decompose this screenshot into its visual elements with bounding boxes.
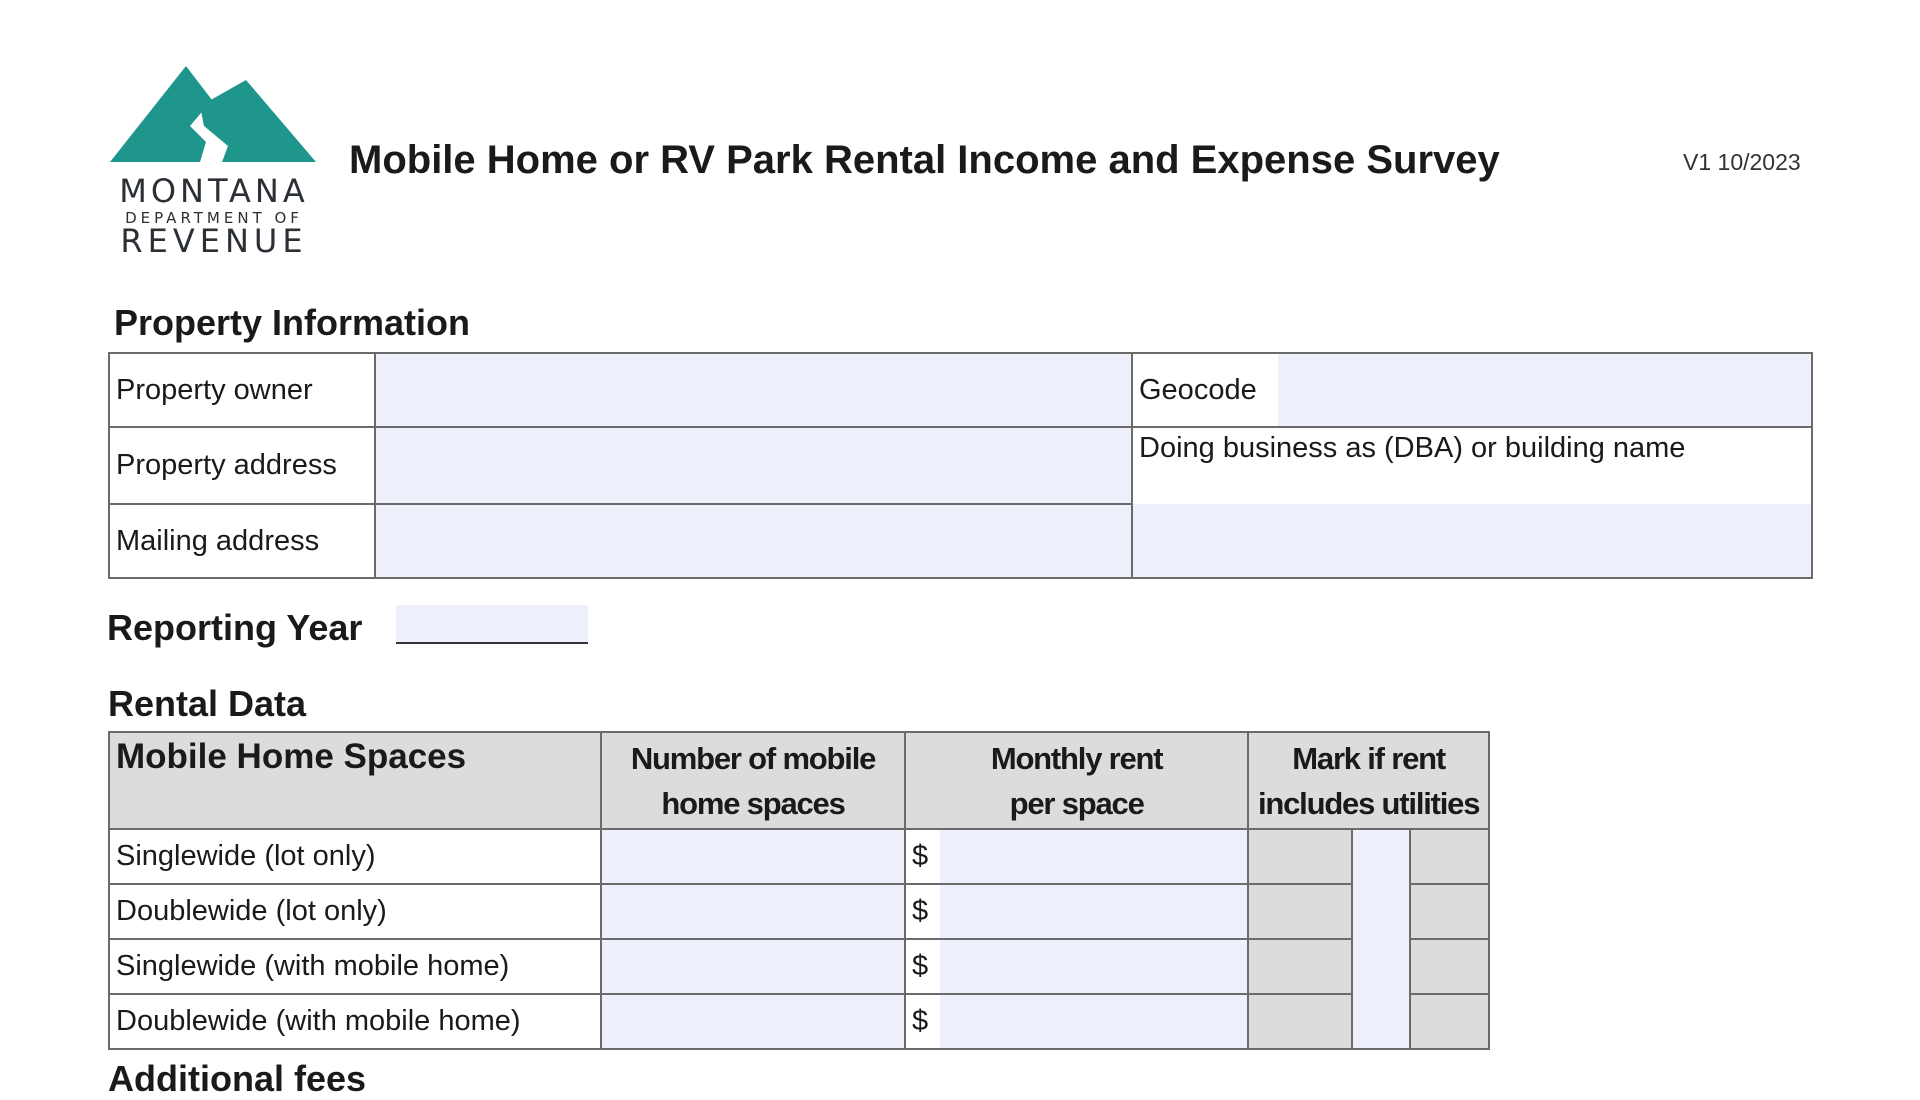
utilities-checkbox[interactable] (1352, 884, 1410, 939)
mailing-address-label: Mailing address (109, 504, 375, 578)
property-address-label: Property address (109, 427, 375, 504)
property-address-field[interactable] (375, 427, 1132, 504)
mobile-home-spaces-header: Mobile Home Spaces (109, 732, 601, 829)
property-information-heading: Property Information (114, 302, 471, 343)
header-line: includes utilities (1257, 785, 1480, 821)
utilities-checkbox[interactable] (1352, 829, 1410, 884)
geocode-label: Geocode (1132, 353, 1278, 427)
row-label: Doublewide (with mobile home) (109, 994, 601, 1049)
utilities-cell (1248, 939, 1352, 994)
property-owner-field[interactable] (375, 353, 1132, 427)
logo-montana: MONTANA (119, 172, 309, 210)
form-version: V1 10/2023 (1683, 149, 1801, 175)
utilities-header (1248, 732, 1489, 829)
monthly-rent-field[interactable] (940, 884, 1248, 939)
mountain-logo-icon (108, 62, 320, 174)
utilities-cell (1410, 829, 1489, 884)
header-line: Mark if rent (1292, 740, 1445, 776)
monthly-rent-header (905, 732, 1248, 829)
page-title: Mobile Home or RV Park Rental Income and Expense Survey (349, 138, 1500, 182)
monthly-rent-field[interactable] (940, 829, 1248, 884)
reporting-year-field[interactable] (396, 605, 588, 644)
number-of-spaces-header (601, 732, 905, 829)
montana-revenue-logo (108, 62, 320, 260)
row-label: Singlewide (lot only) (109, 829, 601, 884)
dba-field[interactable] (1132, 504, 1812, 578)
dollar-sign: $ (905, 939, 940, 994)
utilities-cell (1410, 939, 1489, 994)
row-label: Singlewide (with mobile home) (109, 939, 601, 994)
number-of-spaces-field[interactable] (601, 829, 905, 884)
table-row (109, 829, 1489, 884)
header-line: per space (1009, 785, 1144, 821)
mailing-address-field[interactable] (375, 504, 1132, 578)
table-row (109, 994, 1489, 1049)
property-information-table (108, 352, 1813, 579)
number-of-spaces-field[interactable] (601, 994, 905, 1049)
utilities-cell (1410, 994, 1489, 1049)
header-line: Number of mobile (630, 740, 876, 776)
row-label: Doublewide (lot only) (109, 884, 601, 939)
rental-data-heading: Rental Data (108, 683, 307, 724)
number-of-spaces-field[interactable] (601, 884, 905, 939)
geocode-field[interactable] (1278, 353, 1812, 427)
dollar-sign: $ (905, 829, 940, 884)
utilities-cell (1248, 829, 1352, 884)
utilities-checkbox[interactable] (1352, 994, 1410, 1049)
dollar-sign: $ (905, 884, 940, 939)
dollar-sign: $ (905, 994, 940, 1049)
additional-fees-heading: Additional fees (108, 1058, 367, 1099)
monthly-rent-field[interactable] (940, 939, 1248, 994)
header-line: home spaces (661, 785, 845, 821)
logo-department: DEPARTMENT OF (125, 209, 303, 227)
number-of-spaces-field[interactable] (601, 939, 905, 994)
utilities-checkbox[interactable] (1352, 939, 1410, 994)
table-row (109, 939, 1489, 994)
logo-revenue: REVENUE (120, 222, 308, 260)
utilities-cell (1248, 994, 1352, 1049)
utilities-cell (1248, 884, 1352, 939)
header-line: Monthly rent (990, 740, 1163, 776)
dba-label: Doing business as (DBA) or building name (1132, 427, 1812, 504)
utilities-cell (1410, 884, 1489, 939)
table-row (109, 884, 1489, 939)
property-owner-label: Property owner (109, 353, 375, 427)
monthly-rent-field[interactable] (940, 994, 1248, 1049)
reporting-year-label: Reporting Year (107, 607, 363, 648)
rental-data-table (108, 731, 1490, 1050)
